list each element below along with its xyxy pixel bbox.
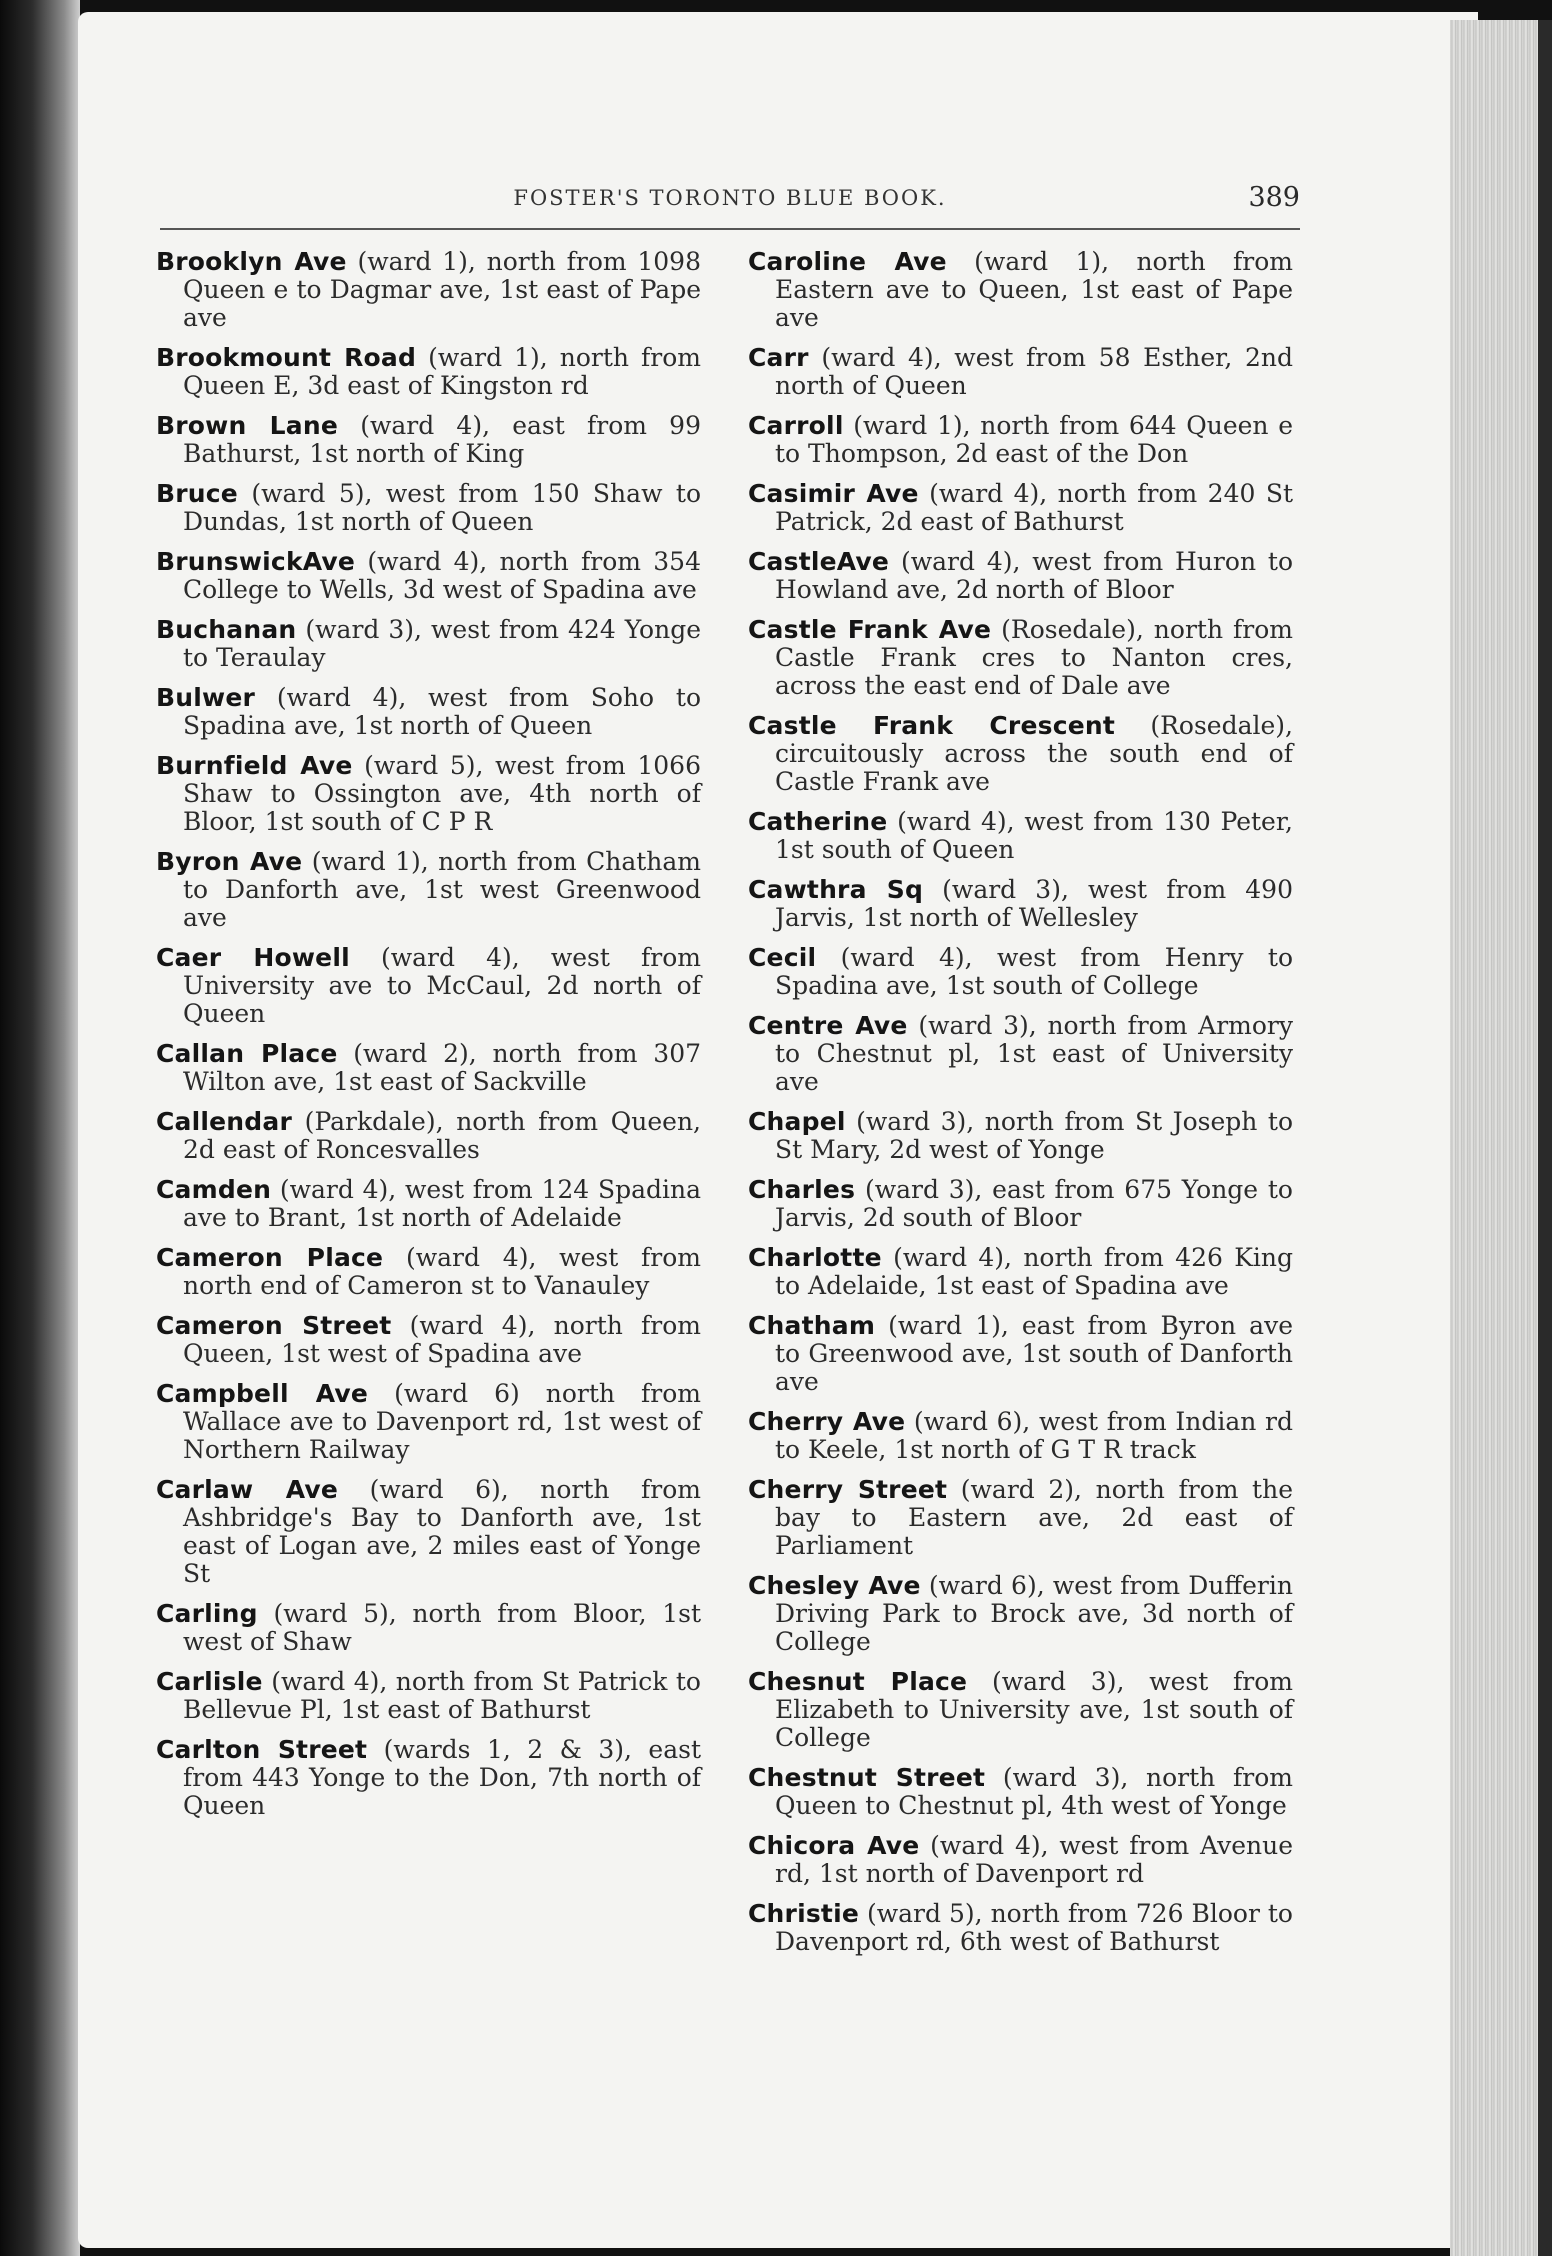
street-name: Centre Ave (748, 1011, 908, 1040)
street-description: (ward 3), east from 675 Yonge to Jarvis, 2d south of Bloor (775, 1175, 1293, 1232)
street-entry (748, 548, 1293, 604)
street-description: (ward 4), north from St Patrick to Bellevue Pl, 1st east of Bathurst (183, 1667, 701, 1724)
street-entry (748, 1900, 1293, 1956)
street-entry (748, 1108, 1293, 1164)
street-name: Carlton Street (156, 1735, 368, 1764)
street-description: (Rosedale), circuitously across the south end of Castle Frank ave (775, 711, 1293, 796)
street-description: (ward 5), north from 726 Bloor to Davenport rd, 6th west of Bathurst (775, 1899, 1293, 1956)
street-name: Charlotte (748, 1243, 882, 1272)
street-name: Cecil (748, 943, 817, 972)
street-entry (748, 1572, 1293, 1656)
right-column (748, 248, 1293, 1968)
street-entry (748, 1832, 1293, 1888)
header-rule (160, 228, 1300, 230)
street-entry (156, 1312, 701, 1368)
street-description: (ward 2), north from the bay to Eastern ave, 2d east of Parliament (775, 1475, 1293, 1560)
street-description: (ward 3), west from Elizabeth to University ave, 1st south of College (775, 1667, 1294, 1752)
street-entry (156, 616, 701, 672)
street-entry (156, 752, 701, 836)
street-description: (ward 3), north from Queen to Chestnut pl, 4th west of Yonge (775, 1763, 1293, 1820)
street-name: Bruce (156, 479, 238, 508)
street-entry (156, 1380, 701, 1464)
street-name: Callan Place (156, 1039, 338, 1068)
street-name: Caroline Ave (748, 247, 947, 276)
running-head: FOSTER'S TORONTO BLUE BOOK. (513, 186, 947, 210)
street-name: Carlisle (156, 1667, 263, 1696)
street-description: (ward 3), north from St Joseph to St Mary, 2d west of Yonge (775, 1107, 1293, 1164)
street-name: Camden (156, 1175, 272, 1204)
street-name: Cawthra Sq (748, 875, 924, 904)
street-entry (748, 1408, 1293, 1464)
street-entry (156, 1176, 701, 1232)
street-entry (156, 848, 701, 932)
street-entry (156, 944, 701, 1028)
street-name: Caer Howell (156, 943, 350, 972)
street-name: Campbell Ave (156, 1379, 369, 1408)
street-description: (wards 1, 2 & 3), east from 443 Yonge to the Don, 7th north of Queen (183, 1735, 701, 1820)
street-name: Carroll (748, 411, 844, 440)
street-name: Cameron Place (156, 1243, 384, 1272)
street-description: (ward 4), north from Queen, 1st west of Spadina ave (183, 1311, 701, 1368)
street-name: Brooklyn Ave (156, 247, 347, 276)
street-entry (748, 1476, 1293, 1560)
street-description: (ward 6), north from Ashbridge's Bay to Danforth ave, 1st east of Logan ave, 2 miles east of Yonge St (183, 1475, 701, 1588)
street-entry (748, 1764, 1293, 1820)
street-description: (ward 3), west from 490 Jarvis, 1st north of Wellesley (775, 875, 1293, 932)
book-gutter-shadow (0, 0, 80, 2256)
street-entry (156, 1108, 701, 1164)
street-entry (748, 248, 1293, 332)
street-entry (748, 1012, 1293, 1096)
street-description: (Rosedale), north from Castle Frank cres to Nanton cres, across the east end of Dale ave (775, 615, 1294, 700)
street-name: Chestnut Street (748, 1763, 986, 1792)
street-name: Casimir Ave (748, 479, 919, 508)
street-description: (ward 4), north from 240 St Patrick, 2d east of Bathurst (775, 479, 1293, 536)
street-description: (ward 4), west from Soho to Spadina ave, 1st north of Queen (183, 683, 701, 740)
street-description: (ward 4), west from University ave to McCaul, 2d north of Queen (183, 943, 701, 1028)
street-description: (ward 1), north from 1098 Queen e to Dagmar ave, 1st east of Pape ave (183, 247, 701, 332)
street-description: (ward 3), west from 424 Yonge to Teraulay (183, 615, 701, 672)
left-column (156, 248, 701, 1832)
street-description: (ward 4), west from 58 Esther, 2nd north of Queen (775, 343, 1293, 400)
street-description: (ward 4), east from 99 Bathurst, 1st north of King (183, 411, 701, 468)
street-description: (ward 4), west from Avenue rd, 1st north of Davenport rd (775, 1831, 1293, 1888)
street-entry (748, 944, 1293, 1000)
street-description: (ward 6) north from Wallace ave to Davenport rd, 1st west of Northern Railway (183, 1379, 702, 1464)
street-entry (156, 1600, 701, 1656)
street-name: Carr (748, 343, 809, 372)
street-entry (748, 1176, 1293, 1232)
street-name: Brookmount Road (156, 343, 417, 372)
street-name: Burnfield Ave (156, 751, 353, 780)
street-name: Buchanan (156, 615, 297, 644)
street-description: (ward 5), north from Bloor, 1st west of Shaw (183, 1599, 701, 1656)
street-description: (ward 4), west from north end of Cameron st to Vanauley (183, 1243, 701, 1300)
street-name: Chesley Ave (748, 1571, 921, 1600)
street-entry (748, 480, 1293, 536)
street-entry (748, 616, 1293, 700)
street-description: (ward 2), north from 307 Wilton ave, 1st east of Sackville (183, 1039, 702, 1096)
street-name: Carling (156, 1599, 258, 1628)
street-entry (156, 548, 701, 604)
street-name: Christie (748, 1899, 859, 1928)
street-description: (ward 4), north from 354 College to Wells, 3d west of Spadina ave (183, 547, 701, 604)
street-description: (ward 6), west from Dufferin Driving Park to Brock ave, 3d north of College (775, 1571, 1293, 1656)
street-description: (ward 3), north from Armory to Chestnut pl, 1st east of University ave (775, 1011, 1293, 1096)
street-description: (ward 4), west from Huron to Howland ave, 2d north of Bloor (775, 547, 1293, 604)
street-entry (748, 412, 1293, 468)
street-description: (ward 1), east from Byron ave to Greenwood ave, 1st south of Danforth ave (775, 1311, 1293, 1396)
street-name: Chapel (748, 1107, 846, 1136)
street-name: Brown Lane (156, 411, 338, 440)
street-entry (748, 876, 1293, 932)
street-entry (156, 248, 701, 332)
street-entry (748, 344, 1293, 400)
street-entry (156, 1040, 701, 1096)
page-edges (1450, 20, 1552, 2256)
street-description: (ward 4), west from Henry to Spadina ave, 1st south of College (775, 943, 1293, 1000)
street-description: (Parkdale), north from Queen, 2d east of Roncesvalles (183, 1107, 701, 1164)
street-description: (ward 4), north from 426 King to Adelaide, 1st east of Spadina ave (775, 1243, 1293, 1300)
street-entry (748, 1244, 1293, 1300)
street-name: Castle Frank Ave (748, 615, 992, 644)
street-entry (156, 344, 701, 400)
street-name: Charles (748, 1175, 856, 1204)
street-entry (156, 684, 701, 740)
page-header (160, 178, 1300, 222)
street-entry (156, 412, 701, 468)
street-name: Cameron Street (156, 1311, 392, 1340)
street-entry (156, 480, 701, 536)
street-name: Castle Frank Crescent (748, 711, 1116, 740)
street-name: Callendar (156, 1107, 293, 1136)
street-description: (ward 1), north from Eastern ave to Queen, 1st east of Pape ave (775, 247, 1293, 332)
street-name: Chicora Ave (748, 1831, 920, 1860)
street-description: (ward 5), west from 150 Shaw to Dundas, 1st north of Queen (183, 479, 701, 536)
street-entry (156, 1736, 701, 1820)
street-entry (156, 1668, 701, 1724)
street-entry (748, 1668, 1293, 1752)
street-name: Cherry Street (748, 1475, 948, 1504)
street-name: Cherry Ave (748, 1407, 906, 1436)
street-description: (ward 1), north from Queen E, 3d east of Kingston rd (183, 343, 702, 400)
street-name: Catherine (748, 807, 888, 836)
street-entry (748, 1312, 1293, 1396)
street-name: Byron Ave (156, 847, 303, 876)
street-name: Carlaw Ave (156, 1475, 339, 1504)
street-name: BrunswickAve (156, 547, 356, 576)
street-description: (ward 5), west from 1066 Shaw to Ossington ave, 4th north of Bloor, 1st south of C P R (183, 751, 701, 836)
street-name: CastleAve (748, 547, 890, 576)
street-description: (ward 1), north from Chatham to Danforth ave, 1st west Greenwood ave (183, 847, 701, 932)
street-entry (748, 712, 1293, 796)
street-description: (ward 4), west from 124 Spadina ave to Brant, 1st north of Adelaide (183, 1175, 701, 1232)
street-description: (ward 1), north from 644 Queen e to Thompson, 2d east of the Don (775, 411, 1293, 468)
street-name: Chatham (748, 1311, 876, 1340)
street-description: (ward 6), west from Indian rd to Keele, 1st north of G T R track (775, 1407, 1294, 1464)
street-entry (748, 808, 1293, 864)
street-entry (156, 1476, 701, 1588)
page-number: 389 (1248, 182, 1300, 213)
street-name: Chesnut Place (748, 1667, 968, 1696)
street-entry (156, 1244, 701, 1300)
street-description: (ward 4), west from 130 Peter, 1st south of Queen (775, 807, 1293, 864)
street-name: Bulwer (156, 683, 256, 712)
